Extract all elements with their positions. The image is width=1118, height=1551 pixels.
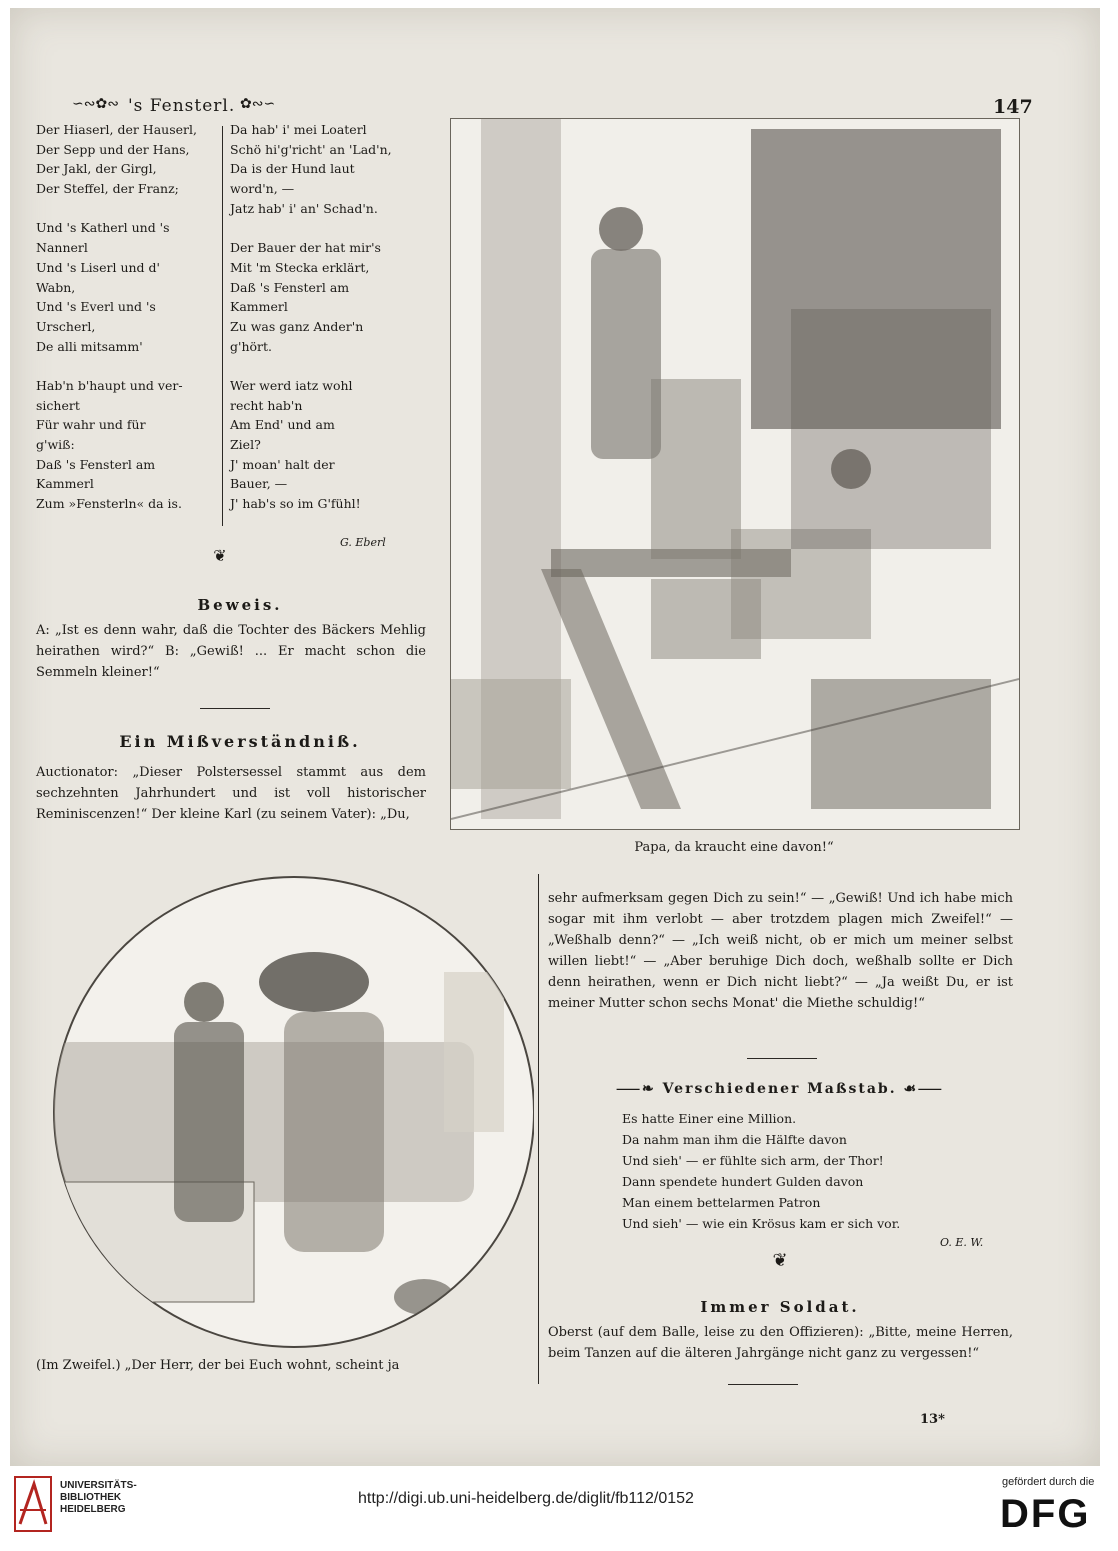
poem-line [230,218,430,238]
poem-line [36,356,226,376]
woman-left-head [184,982,224,1022]
poem-line: Und 's Liserl und d' [36,259,160,275]
poem-line: Ziel? [230,437,261,452]
beweis-text: A: „Ist es denn wahr, daß die Tochter des Bäckers Mehlig heirathen wird?“ B: „Gewiß! ... Er macht schon die Semmeln kleiner!“ [36,623,426,680]
poem-left-column [36,120,226,514]
poem-line: Kammerl [230,299,288,315]
armchair [811,679,991,809]
poem-line: Und 's Katherl und 's [36,220,170,236]
permalink[interactable]: http://digi.ub.uni-heidelberg.de/diglit/fb112/0152 [358,1490,694,1507]
poem-line: Für wahr und für [36,417,146,433]
section-rule-3 [728,1384,798,1385]
divider-ornament-icon: ❦ [213,546,227,565]
auction-illustration [450,118,1020,830]
ornament-left-icon: ∽∾✿∾ [72,96,119,112]
scanned-page [10,8,1100,1466]
zweifel-illustration-drawing [34,872,534,1352]
massstab-line: Dann spendete hundert Gulden davon [622,1174,864,1189]
massstab-title-row [550,1078,1010,1098]
library-name-line: HEIDELBERG [60,1504,126,1515]
poem-line: sichert [36,397,80,413]
library-name [60,1480,137,1516]
auctioneer-body [591,249,661,459]
poem-line: Der Hiaserl, der Hauserl, [36,122,197,137]
massstab-line: Man einem bettelarmen Patron [622,1195,821,1210]
massstab-line: Es hatte Einer eine Million. [622,1111,797,1126]
poem-line: De alli mitsamm' [36,338,143,354]
poem-signature: G. Eberl [340,536,386,549]
fleuron-icon: ❦ [772,1250,788,1271]
poem-line: Und 's Everl und 's [36,299,156,315]
nightstand [651,579,761,659]
poem-line: J' moan' halt der [230,456,335,472]
poem-line: Hab'n b'haupt und ver- [36,377,183,393]
woman-right-dress [284,1012,384,1252]
poem-line: Urscherl, [36,318,96,334]
poem-line: Daß 's Fensterl am [230,279,350,295]
crate [451,679,571,789]
poem-right-column [230,120,430,514]
library-name-line: BIBLIOTHEK [60,1492,122,1503]
column-divider-lower [538,874,539,1384]
ornament-right-icon: ✿∾∽ [240,96,276,112]
feather-hat [259,952,369,1012]
poem-line: Mit 'm Stecka erklärt, [230,259,370,275]
poem-line: Der Sepp und der Hans, [36,141,190,157]
poem-line [36,199,226,219]
woman-left-dress [174,1022,244,1222]
poem-line: g'wiß: [36,437,75,452]
poem-line: Zum »Fensterln« da is. [36,496,182,512]
column-divider [222,126,223,526]
massstab-line: Und sieh' — er fühlte sich arm, der Thor! [622,1153,884,1168]
poem-line: Bauer, — [230,476,288,492]
massstab-verse [622,1108,1012,1234]
funding-note: gefördert durch die [1002,1476,1095,1488]
section-rule [200,708,270,709]
beweis-title: Beweis. [197,596,283,614]
dfg-logo: DFG [1000,1492,1091,1536]
poem-line: Wabn, [36,279,76,295]
poem-line: Der Steffel, der Franz; [36,181,179,197]
massstab-signature: O. E. W. [940,1236,984,1249]
poem-line: recht hab'n [230,397,303,413]
poem-line: Daß 's Fensterl am [36,456,156,472]
zweifel-illustration [34,872,534,1352]
ornament-icon: ⸺❧ [616,1081,663,1097]
poem-line: Schö hi'g'richt' an 'Lad'n, [230,141,392,157]
soldat-text: Oberst (auf dem Balle, leise zu den Offizieren): „Bitte, meine Herren, beim Tanzen auf die älteren Jahrgänge nicht ganz zu vergessen!“ [548,1325,1013,1361]
missverstaendniss-text: Auctionator: „Dieser Polstersessel stammt aus dem sechzehnten Jahrhundert und ist voll historischer Reminiscenzen!“ Der kleine Karl (zu seinem Vater): „Du, [36,765,426,822]
poem-line: Der Jakl, der Girgl, [36,161,157,177]
poem-line: Der Bauer der hat mir's [230,240,381,256]
poem-line: Nannerl [36,240,88,256]
poem-line: Kammerl [36,476,94,492]
library-name-line: UNIVERSITÄTS- [60,1480,137,1491]
poem-line: word'n, — [230,181,295,197]
massstab-title: Verschiedener Maßstab. [662,1081,897,1097]
crowd [791,309,991,549]
sofa [54,1042,474,1202]
signature-mark: 13* [920,1412,945,1427]
section-rule-2 [747,1058,817,1059]
massstab-line: Und sieh' — wie ein Krösus kam er sich vor. [622,1216,901,1231]
page-number: 147 [993,96,1033,118]
library-logo-icon [14,1476,52,1532]
poem-line: g'hört. [230,338,272,354]
poem-line: Jatz hab' i' an' Schad'n. [230,200,378,216]
massstab-line: Da nahm man ihm die Hälfte davon [622,1132,847,1147]
poem-line: Wer werd iatz wohl [230,377,353,393]
poem-line [230,356,430,376]
auction-caption: Papa, da kraucht eine davon!“ [634,840,834,855]
cabinet-background [444,972,504,1132]
poem-line: Zu was ganz Ander'n [230,318,364,334]
library-footer [0,1466,1118,1551]
page-title: 's Fensterl. [128,96,236,116]
poem-line: J' hab's so im G'fühl! [230,496,361,512]
poem-line: Da hab' i' mei Loaterl [230,122,367,137]
auctioneer-head [599,207,643,251]
cabinet [651,379,741,559]
auction-illustration-drawing [451,119,1019,829]
poem-line: Da is der Hund laut [230,161,355,177]
ornament-icon: ☙⸺ [896,1081,944,1097]
poem-line: Am End' und am [230,417,335,433]
soldat-title: Immer Soldat. [700,1298,860,1316]
missverstaendniss-title: Ein Mißverständniß. [119,732,361,751]
zweifel-continued-text: sehr aufmerksam gegen Dich zu sein!“ — „Gewiß! Und ich habe mich sogar mit ihm verlobt — aber trotzdem plagen mich Zweifel!“ — „Weßhalb denn?“ — „Ich weiß nicht, ob er mich um meiner selbst willen liebt!“ — „Aber beruhige Dich doch, weßhalb sollte er Dich denn heirathen, wenn er Dich nicht liebt?“ — „Ja weißt Du, er ist meiner Mutter schon sechs Monat' die Miethe schuldig!“ [548,891,1013,1011]
zweifel-caption: (Im Zweifel.) „Der Herr, der bei Euch wohnt, scheint ja [36,1358,400,1373]
